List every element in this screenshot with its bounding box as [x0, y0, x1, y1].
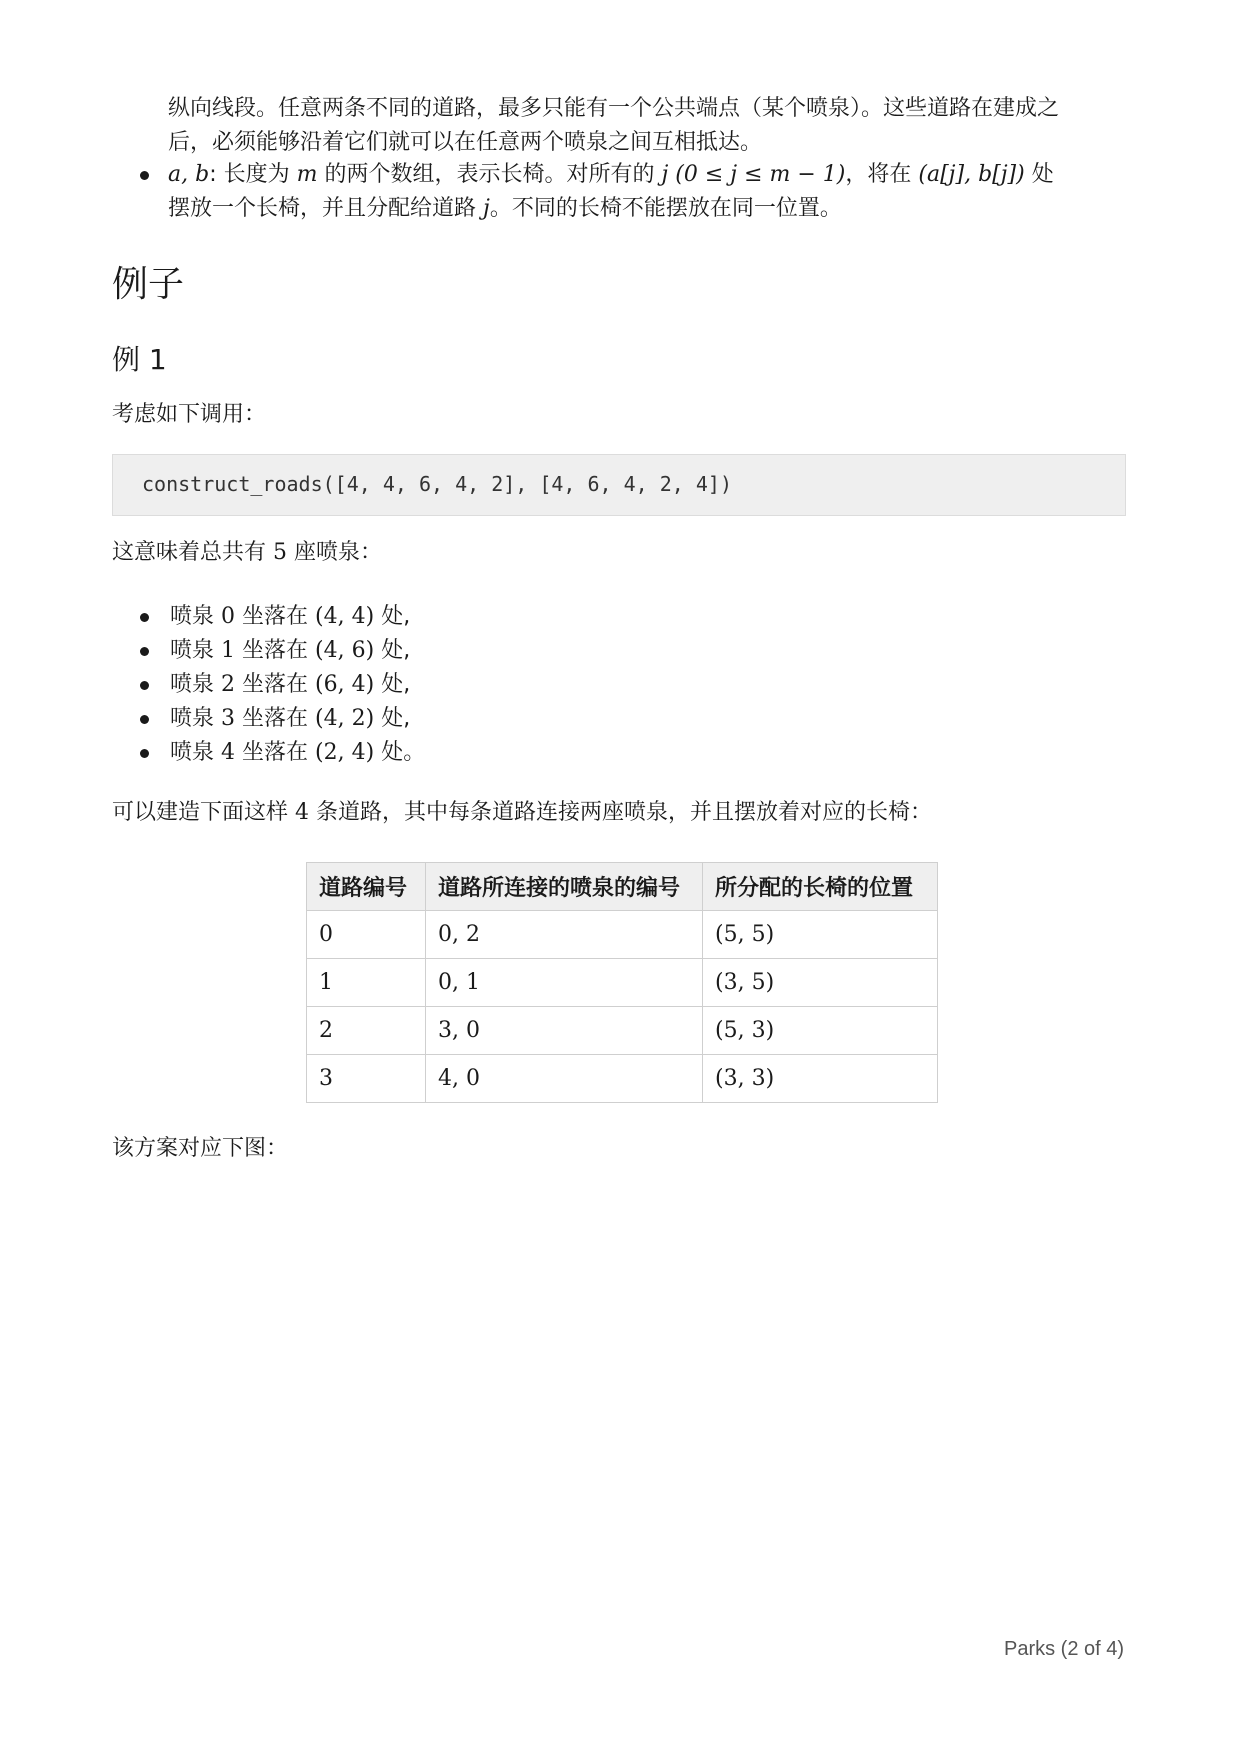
- table-cell: (3, 3): [703, 1055, 938, 1103]
- table-cell: (5, 3): [703, 1007, 938, 1055]
- header-road-id: 道路编号: [307, 863, 426, 911]
- roads-intro-after: 条道路，其中每条道路连接两座喷泉，并且摆放着对应的长椅：: [309, 800, 932, 825]
- bullet-dot: [140, 613, 149, 622]
- fountain-mid: 坐落在: [242, 604, 309, 629]
- fountain-coord: (6, 4): [315, 672, 375, 697]
- table-cell: (5, 5): [703, 911, 938, 959]
- bullet-ab: [140, 158, 1130, 226]
- table-cell: 3: [307, 1055, 426, 1103]
- bullet-ab-text-3: ，将在: [845, 162, 919, 187]
- table-row: [307, 911, 938, 959]
- fountain-intro-before: 这意味着总共有: [112, 540, 273, 565]
- bullet-ab-text-4: 处: [1024, 162, 1054, 187]
- fountain-end: 处。: [381, 740, 426, 765]
- fountain-coord: (4, 6): [315, 638, 375, 663]
- fountain-end: 处,: [381, 672, 411, 697]
- table-row: [307, 1055, 938, 1103]
- fountain-coord: (4, 4): [315, 604, 375, 629]
- fountain-end: 处,: [381, 706, 411, 731]
- consider-text: 考虑如下调用：: [112, 402, 267, 427]
- fountain-label: 喷泉: [170, 740, 215, 765]
- fountain-mid: 坐落在: [242, 638, 309, 663]
- fountain-intro-after: 座喷泉：: [287, 540, 382, 565]
- section-heading: 例子: [112, 264, 185, 305]
- table-cell: 2: [307, 1007, 426, 1055]
- fountain-list: [140, 600, 425, 770]
- fountain-index: 3: [221, 706, 236, 731]
- table-cell: 0, 1: [426, 959, 703, 1007]
- fountain-intro: [112, 538, 382, 568]
- math-bench-position: (a[j], b[j]): [918, 162, 1025, 187]
- bullet-dot: [140, 171, 149, 180]
- bullet-ab-text: [140, 158, 1130, 226]
- fountain-mid: 坐落在: [242, 740, 309, 765]
- fountain-label: 喷泉: [170, 706, 215, 731]
- fountain-count: 5: [273, 540, 287, 565]
- table-cell: 0, 2: [426, 911, 703, 959]
- roads-count: 4: [295, 800, 309, 825]
- table-header-row: [307, 863, 938, 911]
- fountain-label: 喷泉: [170, 672, 215, 697]
- math-j: j: [483, 196, 490, 221]
- header-fountains: 道路所连接的喷泉的编号: [426, 863, 703, 911]
- fountain-label: 喷泉: [170, 638, 215, 663]
- list-item: [140, 702, 425, 736]
- example-heading: 例 1: [112, 343, 167, 376]
- bullet-ab-line2-a: 摆放一个长椅，并且分配给道路: [168, 196, 483, 221]
- bullet-dot: [140, 715, 149, 724]
- fountain-coord: (2, 4): [315, 740, 375, 765]
- continuation-line-2: 后，必须能够沿着它们就可以在任意两个喷泉之间互相抵达。: [168, 130, 763, 155]
- fountain-label: 喷泉: [170, 604, 215, 629]
- bullet-ab-text-1: : 长度为: [209, 162, 297, 187]
- fountain-index: 0: [221, 604, 236, 629]
- table-cell: 3, 0: [426, 1007, 703, 1055]
- bullet-dot: [140, 749, 149, 758]
- table-cell: 4, 0: [426, 1055, 703, 1103]
- roads-intro-before: 可以建造下面这样: [112, 800, 295, 825]
- roads-intro: [112, 798, 932, 828]
- fountain-mid: 坐落在: [242, 672, 309, 697]
- table-row: [307, 959, 938, 1007]
- fountain-end: 处,: [381, 638, 411, 663]
- roads-table: [306, 862, 938, 1103]
- header-bench-position: 所分配的长椅的位置: [703, 863, 938, 911]
- list-item: [140, 634, 425, 668]
- continuation-line-1: 纵向线段。任意两条不同的道路，最多只能有一个公共端点（某个喷泉）。这些道路在建成之: [168, 96, 1060, 121]
- fountain-end: 处,: [381, 604, 411, 629]
- bullet-dot: [140, 681, 149, 690]
- code-block: [112, 454, 1126, 516]
- math-j-condition: j (0 ≤ j ≤ m − 1): [661, 162, 846, 187]
- table-cell: (3, 5): [703, 959, 938, 1007]
- bullet-dot: [140, 647, 149, 656]
- fountain-index: 4: [221, 740, 236, 765]
- code-call: construct_roads([4, 4, 6, 4, 2], [4, 6, 4, 2, 4]): [142, 472, 733, 496]
- fountain-index: 2: [221, 672, 236, 697]
- bullet-ab-text-2: 的两个数组，表示长椅。对所有的: [317, 162, 662, 187]
- list-item: [140, 668, 425, 702]
- list-item: [140, 600, 425, 634]
- continuation-paragraph: [168, 92, 1128, 160]
- fountain-coord: (4, 2): [315, 706, 375, 731]
- page-footer: Parks (2 of 4): [1004, 1638, 1125, 1660]
- list-item: [140, 736, 425, 770]
- table-row: [307, 1007, 938, 1055]
- fountain-index: 1: [221, 638, 236, 663]
- fountain-mid: 坐落在: [242, 706, 309, 731]
- math-vars-ab: a, b: [168, 162, 210, 187]
- bullet-ab-line2-b: 。不同的长椅不能摆放在同一位置。: [489, 196, 842, 221]
- table-cell: 0: [307, 911, 426, 959]
- math-m: m: [296, 162, 318, 187]
- figure-caption: 该方案对应下图：: [112, 1136, 289, 1161]
- table-cell: 1: [307, 959, 426, 1007]
